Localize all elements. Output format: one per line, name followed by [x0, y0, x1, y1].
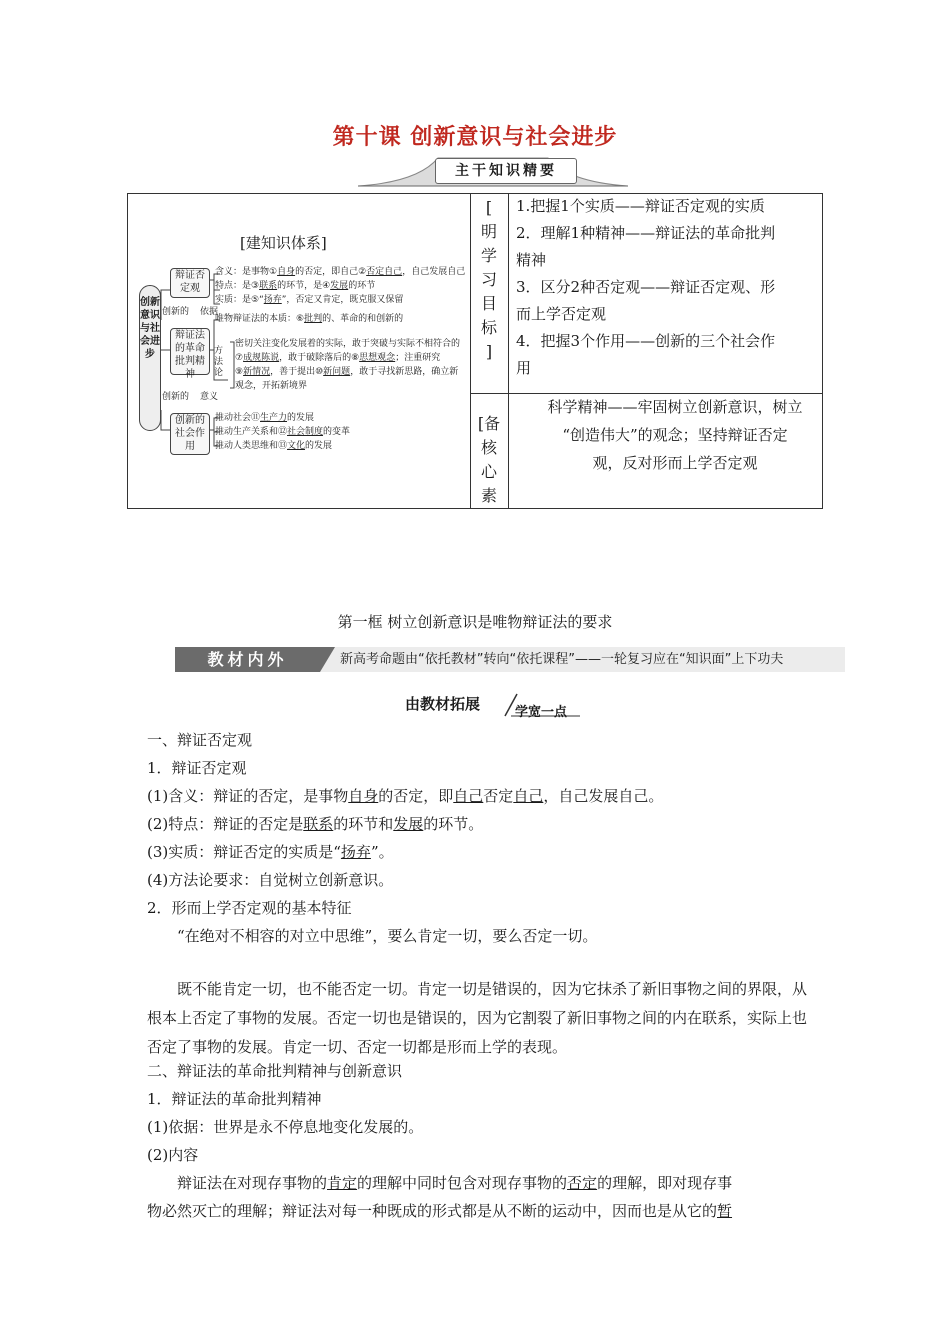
heading-1-1: 1．辩证否定观: [147, 759, 247, 777]
diagram-text: 特点：是③联系的环节，是④发展的环节: [215, 281, 376, 291]
diagram-text: 密切关注变化发展着的实际，敢于突破与实际不相符合的: [235, 339, 461, 349]
quote: “在绝对不相容的对立中思维”，要么肯定一切，要么否定一切。: [177, 927, 598, 945]
content-line: 辩证法在对现存事物的肯定的理解中同时包含对现存事物的否定的理解，即对现存事: [177, 1174, 733, 1192]
content-line: 物必然灭亡的理解；辩证法对每一种既成的形式都是从不断的运动中，因而也是从它的暂: [147, 1202, 733, 1220]
heading-1: 一、辩证否定观: [147, 731, 253, 749]
item-feature: (2)特点：辩证的否定是联系的环节和发展的环节。: [147, 815, 484, 833]
edge-label: 依据: [200, 307, 219, 317]
item-method: (4)方法论要求：自觉树立创新意识。: [147, 871, 394, 889]
section-banner: 主干知识精要: [435, 158, 577, 184]
edge-label: 创新的: [162, 392, 190, 402]
core-label: [备 核 心 素: [477, 414, 501, 505]
diagram-node-dialectical-negation: 辩证否定观: [170, 268, 210, 298]
diagram-text: 实质：是⑤“扬弃”，否定又肯定，既克服又保留: [215, 295, 404, 305]
goals-label: [ 明 学 习 目 标 ]: [480, 198, 497, 361]
learning-goals: 1.把握1个实质——辩证否定观的实质 2．理解1种精神——辩证法的革命批判 精神 3．区分2种否定观——辩证否定观、形 而上学否定观 4．把握3个作用——创新的三个社会作 用: [516, 197, 776, 377]
edge-label-method: 方法论: [214, 346, 224, 378]
diagram-text: ⑨新情况，善于提出⑩新问题，敢于寻找新思路，确立新: [235, 367, 459, 377]
heading-2: 二、辩证法的革命批判精神与创新意识: [147, 1062, 403, 1080]
diagram-root: 创新意识与社会进步: [139, 285, 161, 431]
diagram-heading: [建知识体系]: [240, 234, 327, 252]
heading-2-1: 1．辩证法的革命批判精神: [147, 1090, 322, 1108]
content-block: [147, 1057, 807, 1225]
diagram-text: ⑦成规陈说，敢于破除落后的⑧思想观念；注重研究: [235, 353, 441, 363]
strip-label: 教材内外: [175, 647, 320, 672]
strip-text: 新高考命题由“依托教材”转向“依托课程”——一轮复习应在“知识面”上下功夫: [340, 652, 784, 667]
page-title: 第十课 创新意识与社会进步: [332, 124, 618, 150]
item-essence: (3)实质：辩证否定的实质是“扬弃”。: [147, 843, 394, 861]
item-basis: (1)依据：世界是永不停息地变化发展的。: [147, 1118, 424, 1136]
edge-label: 意义: [200, 392, 219, 402]
table-divider: [508, 193, 509, 509]
edge-label: 创新的: [162, 307, 190, 317]
diagram-text: 观念，开拓新境界: [235, 381, 308, 391]
sub-banner-main: 由教材拓展: [405, 695, 481, 713]
item-content: (2)内容: [147, 1146, 199, 1164]
heading-1-2: 2．形而上学否定观的基本特征: [147, 899, 352, 917]
diagram-text: 含义：是事物①自身的否定，即自己②否定自己，自己发展自己: [215, 267, 466, 277]
diagram-node-critical-spirit: 辩证法的革命批判精神: [170, 328, 210, 375]
content-block: [147, 726, 807, 950]
item-meaning: (1)含义：辩证的否定，是事物自身的否定，即自己否定自己，自己发展自己。: [147, 787, 664, 805]
sub-banner-side: 学宽一点: [515, 705, 568, 720]
paragraph: 既不能肯定一切，也不能否定一切。肯定一切是错误的，因为它抹杀了新旧事物之间的界限，从根本上否定了事物的发展。否定一切也是错误的，因为它割裂了新旧事物之间的内在联系，实际上也否定了事物的发展。肯定一切、否定一切都是形而上学的表现。: [147, 980, 808, 1056]
core-literacy: 科学精神——牢固树立创新意识，树立 “创造伟大”的观念；坚持辩证否定 观，反对形而上学否定观: [547, 398, 803, 472]
diagram-text: 唯物辩证法的本质：⑥批判的、革命的和创新的: [215, 314, 404, 324]
diagram-text: 推动生产关系和⑫社会制度的变革: [215, 427, 351, 437]
diagram-node-social-role: 创新的社会作用: [170, 413, 210, 455]
section-subtitle: 第一框 树立创新意识是唯物辩证法的要求: [337, 613, 613, 631]
diagram-text: 推动社会⑪生产力的发展: [215, 413, 315, 423]
diagram-text: 推动人类思维和⑬文化的发展: [215, 441, 333, 451]
